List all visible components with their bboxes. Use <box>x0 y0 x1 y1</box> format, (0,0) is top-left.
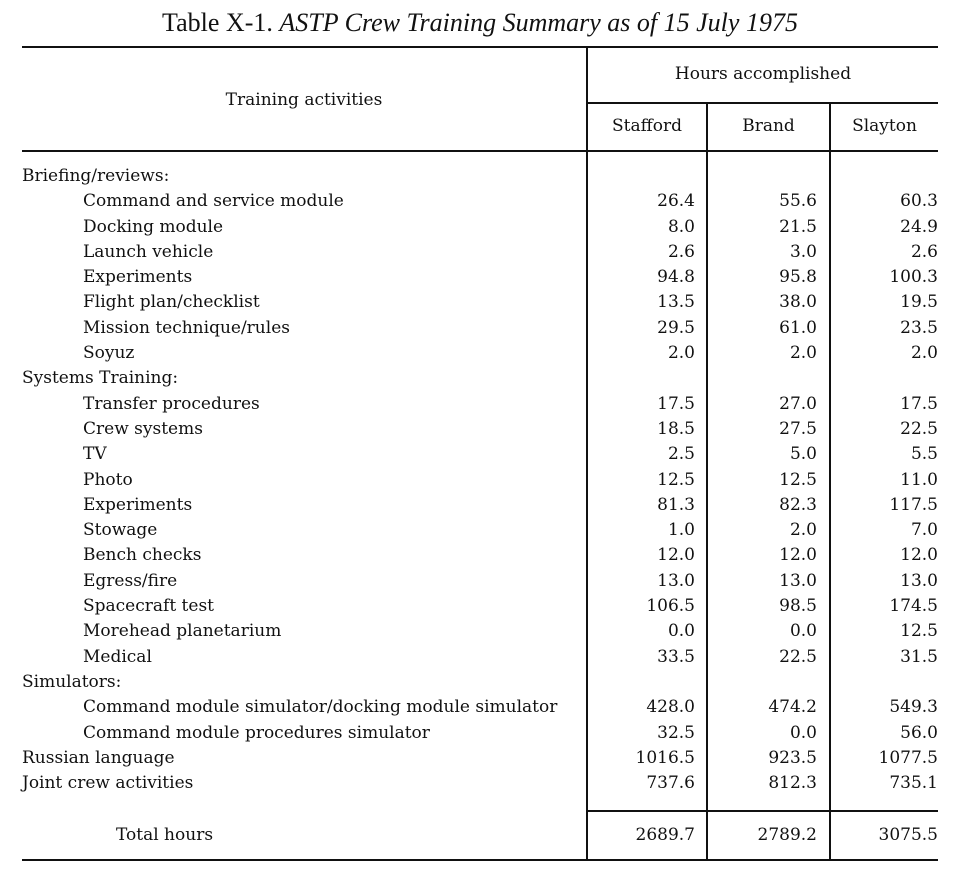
hours-slayton: 2.6 <box>910 241 938 262</box>
activity-label: Mission technique/rules <box>83 317 290 338</box>
table-title: ASTP Crew Training Summary as of 15 July 1975 <box>279 8 798 37</box>
table-row <box>0 569 960 594</box>
hours-slayton: 12.0 <box>900 545 938 566</box>
activity-label: Transfer procedures <box>83 393 260 414</box>
table-number: Table X-1. <box>162 8 273 37</box>
hours-brand: 55.6 <box>779 191 817 212</box>
hours-stafford: 0.0 <box>667 621 695 642</box>
hours-slayton: 60.3 <box>900 191 938 212</box>
activity-label: Russian language <box>22 747 175 768</box>
hours-slayton: 5.5 <box>910 444 938 465</box>
hours-stafford: 18.5 <box>657 418 695 439</box>
hours-slayton: 12.5 <box>900 621 938 642</box>
hours-brand: 5.0 <box>789 444 817 465</box>
header-stafford: Stafford <box>612 116 682 136</box>
table-row <box>0 721 960 746</box>
table-row <box>0 594 960 619</box>
hours-brand: 812.3 <box>768 773 817 794</box>
activity-label: TV <box>83 444 107 465</box>
header-hours-accomplished: Hours accomplished <box>674 64 852 84</box>
group-heading-label: Simulators: <box>22 671 122 692</box>
hours-brand: 61.0 <box>779 317 817 338</box>
table-row <box>0 240 960 265</box>
table-row <box>0 645 960 670</box>
hours-slayton: 13.0 <box>900 570 938 591</box>
hours-stafford: 106.5 <box>646 596 695 617</box>
hours-slayton: 11.0 <box>900 469 938 490</box>
activity-label: Command module simulator/docking module simulator <box>83 697 558 718</box>
activity-label: Photo <box>83 469 133 490</box>
activity-label: Bench checks <box>83 545 202 566</box>
hours-brand: 2.0 <box>789 520 817 541</box>
activity-label: Experiments <box>83 267 193 288</box>
activity-label: Flight plan/checklist <box>83 292 260 313</box>
hours-slayton: 100.3 <box>889 267 938 288</box>
rule-hours-group <box>586 102 938 104</box>
hours-stafford: 2.6 <box>667 241 695 262</box>
total-stafford: 2689.7 <box>635 825 695 845</box>
hours-brand: 12.5 <box>779 469 817 490</box>
hours-brand: 474.2 <box>768 697 817 718</box>
table-row <box>0 341 960 366</box>
hours-stafford: 12.5 <box>657 469 695 490</box>
rule-total-top <box>586 810 938 812</box>
activity-label: Joint crew activities <box>22 773 194 794</box>
group-heading-row <box>0 164 960 189</box>
group-heading-row <box>0 366 960 391</box>
hours-slayton: 23.5 <box>900 317 938 338</box>
hours-stafford: 13.5 <box>657 292 695 313</box>
table-row <box>0 518 960 543</box>
table-row <box>0 265 960 290</box>
hours-brand: 923.5 <box>768 747 817 768</box>
activity-label: Crew systems <box>83 418 203 439</box>
hours-stafford: 29.5 <box>657 317 695 338</box>
hours-brand: 22.5 <box>779 646 817 667</box>
activity-label: Soyuz <box>83 343 135 364</box>
hours-brand: 27.5 <box>779 418 817 439</box>
hours-stafford: 32.5 <box>657 722 695 743</box>
table-row <box>0 392 960 417</box>
hours-stafford: 13.0 <box>657 570 695 591</box>
activity-label: Command module procedures simulator <box>83 722 430 743</box>
group-heading-label: Systems Training: <box>22 368 179 389</box>
rule-header-bottom <box>22 150 938 152</box>
hours-slayton: 22.5 <box>900 418 938 439</box>
activity-label: Medical <box>83 646 152 667</box>
activity-label: Docking module <box>83 216 224 237</box>
table-row <box>0 316 960 341</box>
table-row <box>0 215 960 240</box>
hours-slayton: 31.5 <box>900 646 938 667</box>
hours-slayton: 19.5 <box>900 292 938 313</box>
hours-slayton: 7.0 <box>910 520 938 541</box>
hours-stafford: 2.0 <box>667 343 695 364</box>
table-body <box>0 164 960 796</box>
hours-stafford: 737.6 <box>646 773 695 794</box>
activity-label: Command and service module <box>83 191 344 212</box>
hours-brand: 0.0 <box>789 722 817 743</box>
hours-stafford: 17.5 <box>657 393 695 414</box>
table-row <box>0 543 960 568</box>
table-caption <box>0 6 960 40</box>
hours-brand: 38.0 <box>779 292 817 313</box>
activity-label: Spacecraft test <box>83 596 215 617</box>
total-slayton: 3075.5 <box>878 825 938 845</box>
hours-brand: 3.0 <box>789 241 817 262</box>
rule-top <box>22 46 938 48</box>
hours-brand: 82.3 <box>779 494 817 515</box>
table-row <box>0 493 960 518</box>
hours-brand: 0.0 <box>789 621 817 642</box>
table-row <box>0 746 960 771</box>
group-heading-label: Briefing/reviews: <box>22 166 170 186</box>
hours-stafford: 12.0 <box>657 545 695 566</box>
table-row <box>0 290 960 315</box>
header-slayton: Slayton <box>852 116 917 136</box>
activity-label: Morehead planetarium <box>83 621 282 642</box>
hours-stafford: 94.8 <box>657 267 695 288</box>
hours-slayton: 56.0 <box>900 722 938 743</box>
total-label: Total hours <box>116 825 214 845</box>
hours-stafford: 2.5 <box>667 444 695 465</box>
hours-stafford: 26.4 <box>657 191 695 212</box>
hours-brand: 12.0 <box>779 545 817 566</box>
hours-brand: 13.0 <box>779 570 817 591</box>
table-row <box>0 619 960 644</box>
activity-label: Launch vehicle <box>83 241 214 262</box>
hours-stafford: 1016.5 <box>635 747 695 768</box>
total-brand: 2789.2 <box>757 825 817 845</box>
rule-bottom <box>22 859 938 861</box>
header-training-activities: Training activities <box>225 90 383 110</box>
hours-stafford: 1.0 <box>667 520 695 541</box>
hours-slayton: 17.5 <box>900 393 938 414</box>
hours-slayton: 174.5 <box>889 596 938 617</box>
hours-stafford: 8.0 <box>667 216 695 237</box>
hours-brand: 95.8 <box>779 267 817 288</box>
table-row <box>0 771 960 796</box>
hours-stafford: 81.3 <box>657 494 695 515</box>
hours-brand: 21.5 <box>779 216 817 237</box>
hours-stafford: 33.5 <box>657 646 695 667</box>
group-heading-row <box>0 670 960 695</box>
hours-slayton: 117.5 <box>889 494 938 515</box>
table-row <box>0 417 960 442</box>
hours-slayton: 549.3 <box>889 697 938 718</box>
table-row <box>0 468 960 493</box>
activity-label: Experiments <box>83 494 193 515</box>
hours-slayton: 2.0 <box>910 343 938 364</box>
activity-label: Egress/fire <box>83 570 178 591</box>
table-row <box>0 442 960 467</box>
activity-label: Stowage <box>83 520 158 541</box>
hours-brand: 98.5 <box>779 596 817 617</box>
hours-stafford: 428.0 <box>646 697 695 718</box>
table-row <box>0 695 960 720</box>
header-brand: Brand <box>742 116 795 136</box>
hours-brand: 27.0 <box>779 393 817 414</box>
hours-slayton: 735.1 <box>889 773 938 794</box>
total-row <box>0 818 960 852</box>
hours-slayton: 1077.5 <box>878 747 938 768</box>
hours-brand: 2.0 <box>789 343 817 364</box>
table-row <box>0 189 960 214</box>
hours-slayton: 24.9 <box>900 216 938 237</box>
